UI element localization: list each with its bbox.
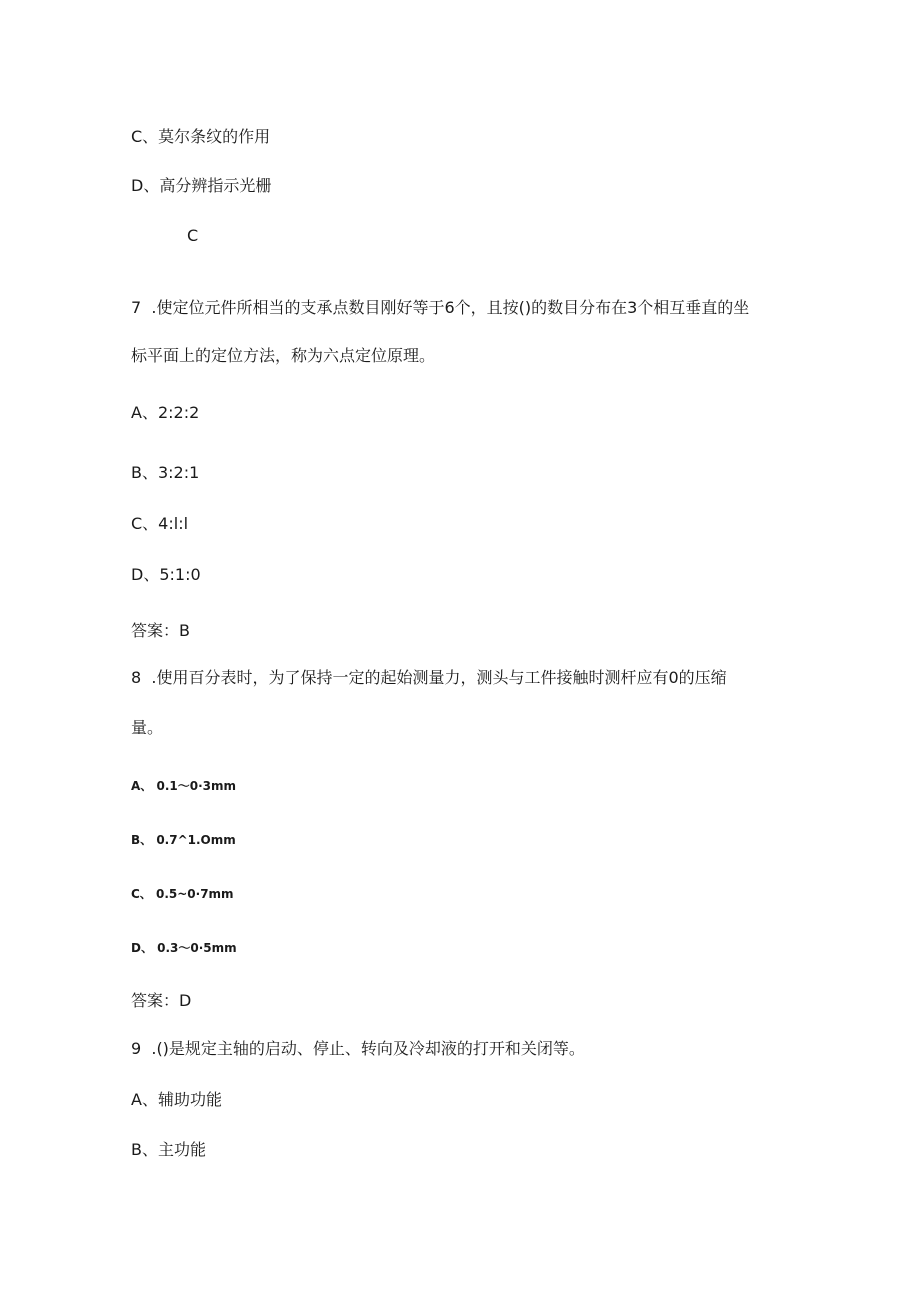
prev-option-d: D、高分辨指示光栅 <box>131 176 272 195</box>
q8-option-c: C、 0.5~0·7mm <box>131 887 234 901</box>
q9-option-a: A、辅助功能 <box>131 1090 222 1109</box>
q7-option-b: B、3:2:1 <box>131 463 200 482</box>
q7-stem-line2: 标平面上的定位方法，称为六点定位原理。 <box>131 346 436 365</box>
prev-answer: C <box>187 226 199 245</box>
q7-stem-line1: 7 .使定位元件所相当的支承点数目刚好等于6个，且按()的数目分布在3个相互垂直的坐 <box>131 298 750 317</box>
q8-option-b: B、 0.7^1.Omm <box>131 833 236 847</box>
q7-option-c: C、4:l:l <box>131 514 189 533</box>
q7-option-d: D、5:1:0 <box>131 565 201 584</box>
q8-answer: 答案：D <box>131 991 192 1010</box>
q7-answer: 答案：B <box>131 621 190 640</box>
prev-option-c: C、莫尔条纹的作用 <box>131 127 271 146</box>
q8-stem-line2: 量。 <box>131 718 164 737</box>
q9-option-b: B、主功能 <box>131 1140 206 1159</box>
q8-option-d: D、 0.3～0·5mm <box>131 941 237 955</box>
q8-option-a: A、 0.1～0·3mm <box>131 779 236 793</box>
q8-stem-line1: 8 .使用百分表时，为了保持一定的起始测量力，测头与工件接触时测杆应有0的压缩 <box>131 668 727 687</box>
q7-option-a: A、2:2:2 <box>131 403 200 422</box>
q9-stem-line1: 9 .()是规定主轴的启动、停止、转向及冷却液的打开和关闭等。 <box>131 1039 585 1058</box>
